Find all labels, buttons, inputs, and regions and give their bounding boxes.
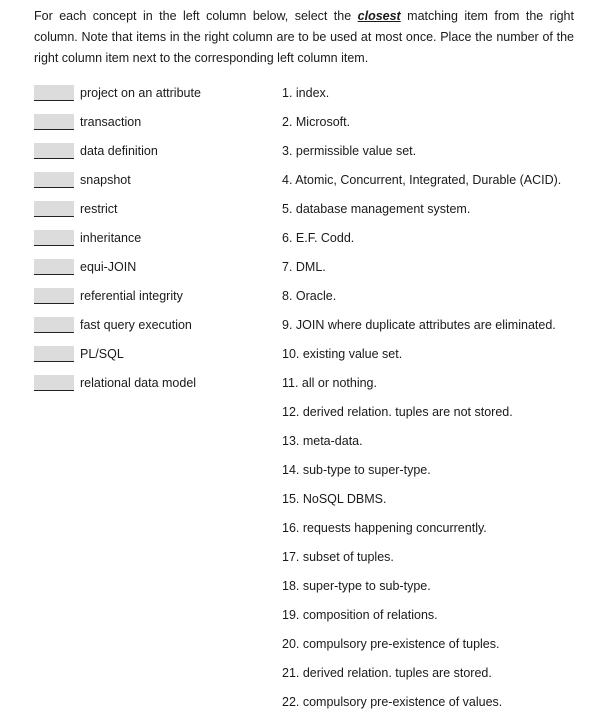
option-item: 3. permissible value set.	[282, 143, 417, 158]
option-item: 13. meta-data.	[282, 433, 363, 448]
concept-label: project on an attribute	[80, 85, 201, 100]
option-item: 16. requests happening concurrently.	[282, 520, 487, 535]
option-item: 14. sub-type to super-type.	[282, 462, 431, 477]
option-item: 7. DML.	[282, 259, 326, 274]
concept-label: referential integrity	[80, 288, 183, 303]
concept-row	[34, 107, 274, 136]
concept-label: snapshot	[80, 172, 131, 187]
answer-input[interactable]	[34, 346, 74, 362]
option-item: 10. existing value set.	[282, 346, 403, 361]
answer-input[interactable]	[34, 288, 74, 304]
answer-input[interactable]	[34, 230, 74, 246]
answer-input[interactable]	[34, 259, 74, 275]
option-item: 15. NoSQL DBMS.	[282, 491, 387, 506]
option-item: 18. super-type to sub-type.	[282, 578, 431, 593]
option-item: 2. Microsoft.	[282, 114, 351, 129]
answer-input[interactable]	[34, 143, 74, 159]
concept-row	[34, 339, 274, 368]
instructions-text-1: For each concept in the left column below, select the	[34, 9, 358, 23]
option-item: 19. composition of relations.	[282, 607, 438, 622]
concept-label: data definition	[80, 143, 158, 158]
option-item: 11. all or nothing.	[282, 375, 377, 390]
answer-input[interactable]	[34, 201, 74, 217]
option-item: 17. subset of tuples.	[282, 549, 394, 564]
concept-label: relational data model	[80, 375, 197, 390]
answer-input[interactable]	[34, 172, 74, 188]
instructions-emphasis: closest	[357, 9, 401, 23]
option-item: 22. compulsory pre-existence of values.	[282, 694, 503, 709]
concept-row	[34, 252, 274, 281]
concept-row	[34, 310, 274, 339]
concept-label: transaction	[80, 114, 142, 129]
concept-row	[34, 136, 274, 165]
options-column	[282, 78, 602, 716]
option-item: 6. E.F. Codd.	[282, 230, 355, 245]
concept-label: PL/SQL	[80, 346, 124, 361]
instructions-text-2: matching item from the right column. Note that items in the right column are to be used at most once. Place the number of the right column item next to the corresponding left column item.	[34, 9, 574, 65]
concept-row	[34, 165, 274, 194]
answer-input[interactable]	[34, 85, 74, 101]
option-item: 21. derived relation. tuples are stored.	[282, 665, 492, 680]
answer-input[interactable]	[34, 114, 74, 130]
option-item: 4. Atomic, Concurrent, Integrated, Durable (ACID).	[282, 172, 562, 187]
concept-row	[34, 78, 274, 107]
option-item: 8. Oracle.	[282, 288, 337, 303]
concept-row	[34, 223, 274, 252]
option-item: 9. JOIN where duplicate attributes are eliminated.	[282, 317, 556, 332]
concept-row	[34, 194, 274, 223]
concept-label: fast query execution	[80, 317, 192, 332]
concept-row	[34, 281, 274, 310]
concept-label: restrict	[80, 201, 118, 216]
concept-row	[34, 368, 274, 397]
concept-column	[34, 78, 274, 397]
instructions-paragraph	[34, 6, 574, 69]
concept-label: equi-JOIN	[80, 259, 137, 274]
option-item: 5. database management system.	[282, 201, 471, 216]
option-item: 20. compulsory pre-existence of tuples.	[282, 636, 500, 651]
concept-label: inheritance	[80, 230, 142, 245]
option-item: 12. derived relation. tuples are not stored.	[282, 404, 513, 419]
answer-input[interactable]	[34, 375, 74, 391]
option-item: 1. index.	[282, 85, 330, 100]
answer-input[interactable]	[34, 317, 74, 333]
